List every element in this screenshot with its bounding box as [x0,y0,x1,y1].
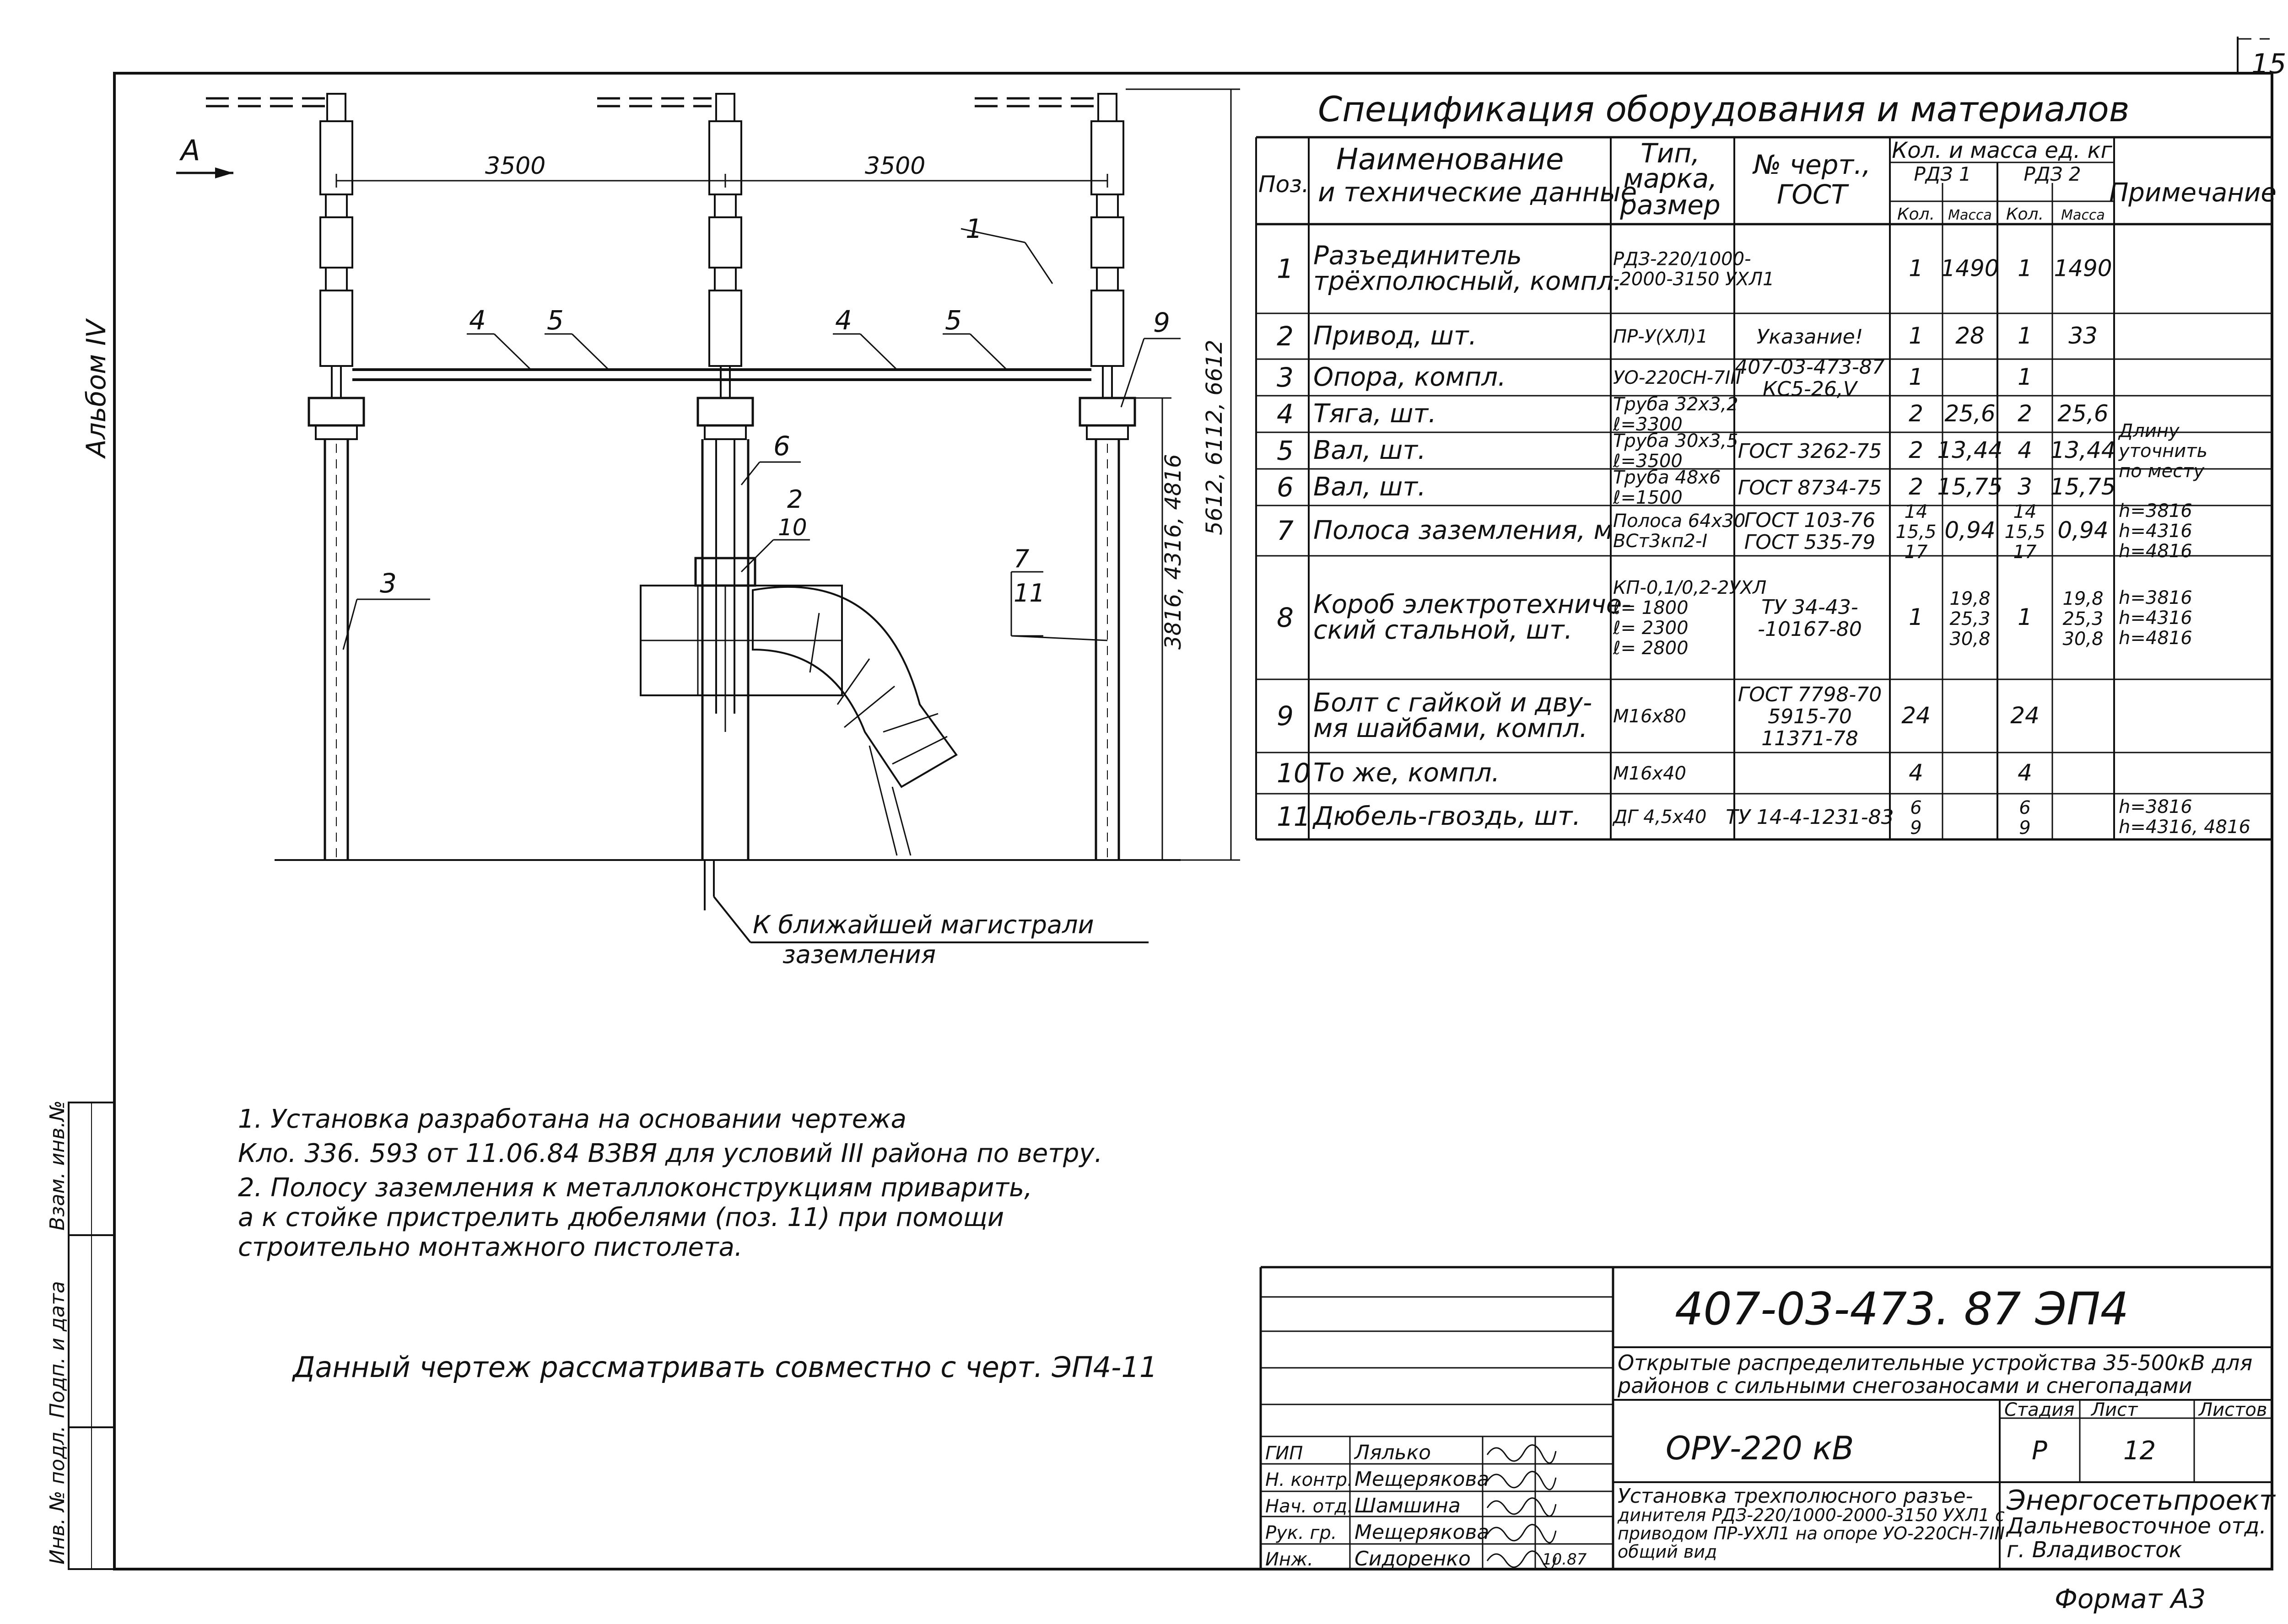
callout-10: 10 [778,514,807,541]
spec-header-qty2: Кол. [2006,205,2044,224]
spec-header-qty1: Кол. [1897,205,1935,224]
joint-note: Данный чертеж рассматривать совместно с черт. ЭП4-11 [293,1350,1158,1384]
tb-doc-code: 407-03-473. 87 ЭП4 [1675,1283,2129,1335]
spec-row-gost: 11371-78 [1761,727,1858,750]
dim-span-right: 3500 [865,152,926,180]
spec-row-qty2: 17 [2013,542,2037,563]
spec-row-type: РДЗ-220/1000- [1613,248,1751,270]
callout-7: 7 [1014,544,1030,573]
spec-row-type: ℓ= 1800 [1613,597,1689,618]
spec-row-mass2: 0,94 [2057,517,2109,543]
tb-drawing-title: приводом ПР-УХЛ1 на опоре УО-220СН-7III [1618,1523,2005,1543]
spec-row-type: -2000-3150 УХЛ1 [1613,269,1775,290]
spec-row-qty2: 14 [2013,501,2037,522]
spec-row-name: Разъединитель [1313,241,1522,271]
span-dimension [336,174,1107,188]
callout-4a: 4 [469,305,486,336]
spec-header-rdz2: РДЗ 2 [2024,163,2081,185]
spec-row-type: Труба 32х3,2 [1613,394,1738,415]
spec-row-name: Вал, шт. [1313,436,1426,465]
tb-staff-name: Лялько [1354,1441,1431,1464]
signature-mark [1487,1525,1556,1543]
spec-row-gost: КС5-26,V [1763,377,1857,401]
note-line-4: а к стойке пристрелить дюбелями (поз. 11) при помощи [238,1203,1004,1232]
spec-row-mass2: 25,6 [2057,400,2109,427]
spec-header-gost: № черт., [1753,149,1871,180]
spec-row-note: h=3816 [2119,500,2192,522]
callout-3: 3 [380,568,397,599]
margin-replace-inv: Взам. инв.№ [46,1100,69,1231]
tb-org: Энергосетьпроект [2007,1484,2275,1516]
album-label: Альбом IV [81,319,112,457]
spec-row-qty1: 15,5 [1895,522,1937,543]
spec-row-note: h=4316, 4816 [2119,817,2250,838]
spec-header-name-2: и технические данные [1318,177,1637,208]
ground-note-line2: заземления [782,940,936,969]
spec-row-qty1: 1 [1909,604,1923,630]
spec-row-name: Болт с гайкой и дву- [1313,688,1592,718]
spec-header-mass2: Масса [2061,207,2105,223]
tb-stage: Р [2032,1436,2047,1466]
tb-sheet-label: Лист [2091,1399,2138,1420]
spec-row-qty1: 2 [1909,473,1923,500]
spec-row-qty1: 2 [1909,437,1923,463]
spec-row-note: h=3816 [2119,587,2192,608]
sheet-number: 15 [2251,48,2287,80]
busbar-dashes [206,98,1094,106]
spec-row-qty1: 9 [1910,817,1922,839]
spec-row-note: h=4816 [2119,628,2192,649]
spec-header-type: Тип, [1640,138,1700,169]
tb-project-1: Открытые распределительные устройства 35-500кВ для [1618,1350,2253,1375]
spec-row-type: ℓ=3300 [1613,414,1683,435]
spec-row-mass1: 1490 [1941,255,1999,282]
spec-row-gost: ГОСТ 7798-70 [1738,683,1882,706]
spec-row-type: Труба 48х6 [1613,467,1721,488]
spec-table [1256,89,2277,839]
pole-center [696,94,755,860]
spec-row-mass2: 1490 [2054,255,2112,282]
view-marker-a [176,167,233,178]
spec-row-qty1: 24 [1901,702,1931,729]
spec-row-pos: 11 [1277,801,1311,832]
spec-row-name: Полоса заземления, м [1313,516,1613,545]
spec-header-gost-2: ГОСТ [1777,179,1847,210]
spec-row-name: Короб электротехниче- [1313,590,1631,619]
tb-staff-role: Инж. [1265,1549,1313,1570]
spec-row-qty2: 1 [2018,604,2032,630]
tb-staff-role: Рук. гр. [1265,1522,1337,1543]
note-line-2: Кло. 336. 593 от 11.06.84 ВЗВЯ для условий III района по ветру. [238,1139,1103,1168]
spec-row-gost: 5915-70 [1768,705,1852,728]
format-label: Формат А3 [2055,1583,2206,1614]
spec-row-type: ℓ= 2300 [1613,618,1689,639]
margin-sign-date: Подп. и дата [46,1281,69,1418]
spec-row-name: трёхполюсный, компл. [1313,266,1622,296]
note-line-3: 2. Полосу заземления к металлоконструкциям приварить, [238,1173,1032,1203]
tb-staff-role: Нач. отд. [1265,1496,1353,1517]
drive-duct [641,586,956,855]
tb-sheet: 12 [2123,1436,2156,1466]
spec-row-note: Длину [2119,420,2180,441]
spec-row-type: ВСт3кп2-I [1613,531,1708,552]
spec-row-pos: 4 [1277,398,1294,430]
ground-note-line1: К ближайшей магистрали [753,910,1094,939]
spec-row-type: ℓ= 2800 [1613,638,1689,659]
spec-header-rdz1: РДЗ 1 [1914,163,1971,185]
spec-row-pos: 5 [1277,435,1294,466]
spec-row-note: h=3816 [2119,796,2192,817]
callout-5a: 5 [547,305,564,336]
spec-row-note: h=4316 [2119,521,2192,542]
spec-row-name: мя шайбами, компл. [1313,714,1588,743]
tb-org: г. Владивосток [2007,1537,2182,1563]
spec-row-mass1: 25,3 [1949,608,1991,629]
spec-row-mass2: 33 [2068,323,2098,349]
spec-row-name: Тяга, шт. [1313,399,1436,429]
spec-row-qty1: 1 [1909,364,1923,390]
spec-row-qty2: 1 [2018,323,2032,349]
callout-5b: 5 [945,305,962,336]
spec-row-note: по месту [2119,461,2205,482]
spec-row-gost: ГОСТ 103-76 [1744,509,1876,532]
spec-row-mass1: 19,8 [1949,588,1991,609]
tb-staff-name: Шамшина [1354,1494,1461,1517]
spec-row-gost: ГОСТ 535-79 [1744,531,1876,554]
tb-sheets-label: Листов [2199,1399,2267,1420]
spec-row-gost: Указание! [1756,325,1863,349]
spec-row-pos: 8 [1277,602,1294,633]
tb-drawing-title: общий вид [1618,1542,1717,1562]
callout-1: 1 [966,213,982,244]
spec-row-type: ℓ=1500 [1613,487,1683,508]
spec-row-name: Привод, шт. [1313,321,1477,351]
pole-left [309,94,364,860]
spec-row-name: Опора, компл. [1313,362,1506,392]
spec-row-type: ℓ=3500 [1613,451,1683,472]
signature-mark [1487,1445,1556,1463]
spec-header-pos: Поз. [1258,171,1309,198]
spec-row-qty2: 2 [2018,400,2032,427]
spec-row-gost: ТУ 14-4-1231-83 [1726,806,1894,829]
callout-9: 9 [1153,307,1170,338]
spec-row-type: Труба 30х3,5 [1613,430,1738,452]
spec-row-type: КП-0,1/0,2-2УХЛ [1613,577,1767,598]
spec-row-pos: 3 [1277,362,1294,393]
spec-row-type: Полоса 64х30 [1613,511,1746,532]
tb-date: 10.87 [1542,1550,1587,1569]
spec-row-mass1: 15,75 [1937,473,2003,500]
spec-row-qty2: 4 [2018,759,2032,786]
spec-row-pos: 6 [1277,472,1294,503]
spec-row-type: М16х40 [1613,763,1686,784]
tb-staff-name: Мещерякова [1354,1468,1489,1491]
tb-staff-role: ГИП [1265,1443,1303,1464]
spec-row-gost: ТУ 34-43- [1761,596,1858,619]
spec-row-note: h=4816 [2119,541,2192,562]
spec-row-qty2: 3 [2018,473,2032,500]
spec-row-pos: 1 [1277,253,1294,285]
dim-height-1: 3816, 4316, 4816 [1160,454,1186,650]
spec-row-pos: 2 [1277,321,1294,352]
spec-row-qty1: 2 [1909,400,1923,427]
spec-header-type-3: размер [1620,189,1721,220]
dim-height-2: 5612, 6112, 6612 [1202,339,1227,535]
spec-row-mass1: 30,8 [1949,629,1991,650]
spec-row-mass1: 0,94 [1944,517,1996,543]
margin-orig-inv: Инв. № подл. [46,1425,69,1565]
signature-mark [1487,1472,1556,1490]
spec-row-gost: ГОСТ 3262-75 [1738,440,1882,463]
spec-row-qty2: 6 [2019,797,2031,818]
spec-row-type: УО-220СН-7III [1613,367,1741,388]
note-line-1: 1. Установка разработана на основании чертежа [238,1104,907,1134]
spec-header-qty-group: Кол. и масса ед. кг [1892,138,2112,163]
spec-row-qty2: 24 [2010,702,2040,729]
spec-row-mass2: 13,44 [2050,437,2116,463]
tb-staff-name: Сидоренко [1354,1547,1471,1570]
spec-header-name: Наименование [1336,143,1564,177]
spec-row-name: То же, компл. [1313,758,1500,788]
pole-right [1080,94,1135,860]
spec-row-qty2: 4 [2018,437,2032,463]
tb-drawing-title: динителя РДЗ-220/1000-2000-3150 УХЛ1 с [1618,1505,2005,1525]
spec-header-mass1: Масса [1948,207,1992,223]
spec-row-mass1: 25,6 [1944,400,1996,427]
spec-row-qty1: 4 [1909,759,1923,786]
spec-row-mass1: 28 [1955,323,1985,349]
callout-4b: 4 [835,305,852,336]
spec-title: Спецификация оборудования и материалов [1318,89,2130,129]
spec-row-pos: 10 [1277,758,1311,789]
spec-row-name: Дюбель-гвоздь, шт. [1313,801,1581,831]
title-block [1261,1267,2276,1570]
spec-row-type: ДГ 4,5х40 [1613,807,1707,828]
spec-row-qty2: 1 [2018,364,2032,390]
spec-row-type: ПР-У(ХЛ)1 [1613,326,1708,347]
tb-object: ОРУ-220 кВ [1666,1430,1854,1467]
spec-row-mass2: 30,8 [2062,629,2104,650]
tie-rods [352,370,1091,380]
spec-row-pos: 9 [1277,700,1294,731]
tb-org: Дальневосточное отд. [2007,1513,2266,1539]
spec-row-qty1: 14 [1904,501,1928,522]
spec-row-gost: ГОСТ 8734-75 [1738,476,1882,500]
tb-stage-label: Стадия [2004,1399,2075,1420]
spec-row-qty1: 1 [1909,255,1923,282]
spec-row-mass2: 19,8 [2062,588,2104,609]
view-marker-label: А [181,134,200,167]
spec-row-pos: 7 [1277,515,1294,546]
tb-staff-role: Н. контр. [1265,1469,1353,1490]
dim-span-left: 3500 [485,152,546,180]
tb-project-2: районов с сильными снегозаносами и снегопадами [1618,1373,2192,1398]
spec-row-qty1: 6 [1910,797,1922,818]
note-line-5: строительно монтажного пистолета. [238,1232,743,1262]
spec-row-qty2: 15,5 [2004,522,2045,543]
spec-row-mass1: 13,44 [1937,437,2003,463]
left-margin-stamp [69,1102,114,1569]
spec-row-gost: -10167-80 [1758,618,1862,641]
callout-6: 6 [773,430,790,462]
spec-row-qty2: 9 [2019,817,2031,839]
spec-row-mass2: 15,75 [2050,473,2116,500]
spec-row-mass2: 25,3 [2062,608,2104,629]
spec-row-qty1: 1 [1909,323,1923,349]
spec-row-name: Вал, шт. [1313,472,1426,502]
tb-drawing-title: Установка трехполюсного разъе- [1618,1484,1973,1508]
spec-row-type: М16х80 [1613,706,1686,727]
spec-row-gost: 407-03-473-87 [1735,355,1885,379]
callout-2: 2 [787,485,803,514]
spec-row-name: ский стальной, шт. [1313,615,1573,645]
spec-header-type-2: марка, [1623,163,1717,194]
spec-row-note: уточнить [2119,441,2208,462]
callout-11: 11 [1014,579,1045,608]
spec-row-qty2: 1 [2018,255,2032,282]
spec-row-note: h=4316 [2119,608,2192,629]
spec-row-qty1: 17 [1904,542,1928,563]
tb-staff-name: Мещерякова [1354,1521,1489,1544]
spec-header-note: Примечание [2109,178,2277,208]
signature-mark [1487,1498,1556,1516]
